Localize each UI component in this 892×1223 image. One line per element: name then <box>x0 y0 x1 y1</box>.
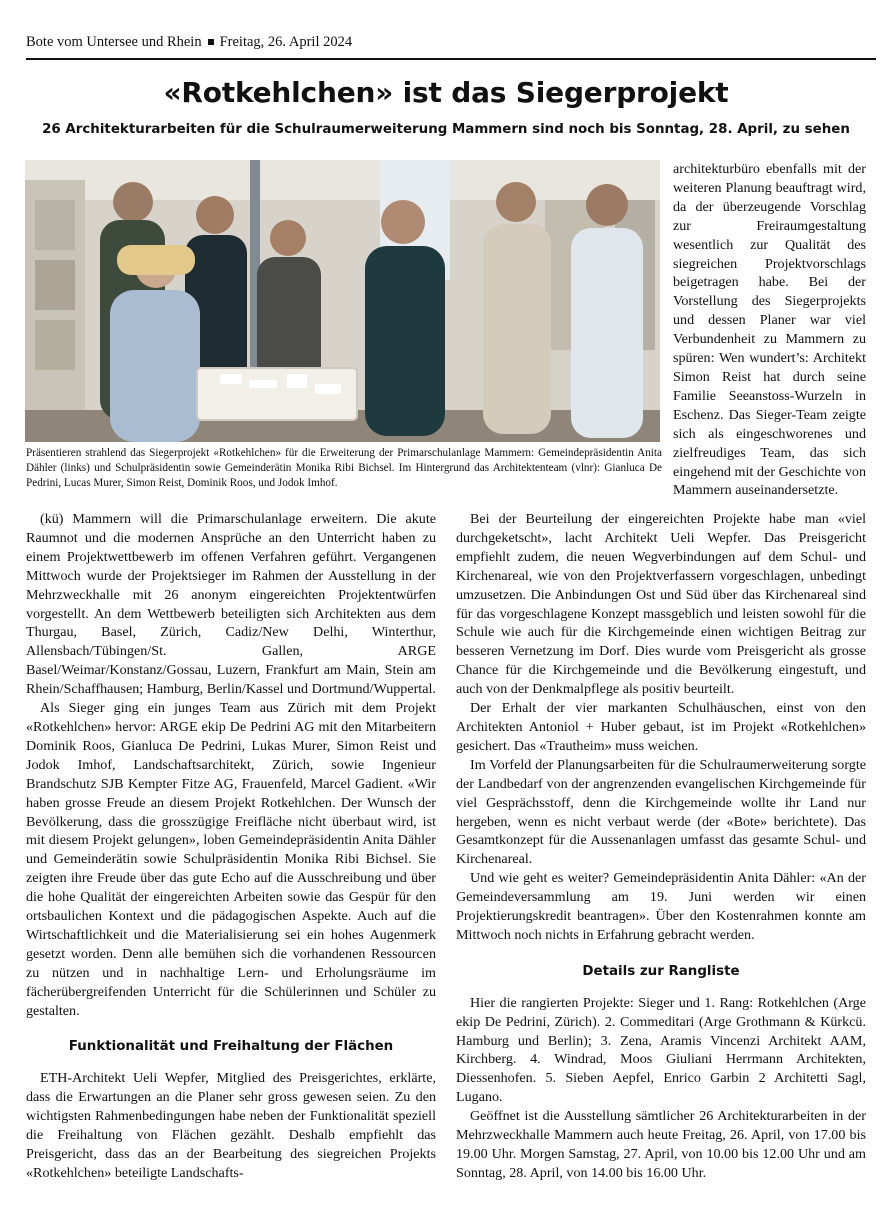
paragraph: Der Erhalt der vier markanten Schulhäuschen, einst von den Architekten Antoniol + Huber gebaut, ist im Projekt «Rotkehlchen» gesichert. Das «Trautheim» muss weichen. <box>456 700 866 754</box>
headline: «Rotkehlchen» ist das Siegerprojekt <box>163 76 729 109</box>
separator-square-icon <box>208 39 214 45</box>
section-heading: Details zur Rangliste <box>582 963 740 979</box>
paragraph: Im Vorfeld der Planungsarbeiten für die Schulraumerweiterung sorgte der Landbedarf von der angrenzenden evangelischen Kirchgemeinde für viel Gesprächsstoff, denn die Kirchgemeinde wollte ihr Land nur hergeben, wenn es nicht verbaut werde (der «Bote» berichtete). Das Gesamtkonzept für die Aussenanlagen umfasst das gesamte Schul- und Kirchenareal. <box>456 756 866 868</box>
paragraph: Bei der Beurteilung der eingereichten Projekte habe man «viel durchgeketscht», lacht Architekt Ueli Wepfer. Das Preisgericht empfiehlt zudem, die neuen Wegverbindungen auf dem Schul- und Kirchenareal, wie von den Projektverfassern vorgeschlagen, unbedingt umzusetzen. Die Anbindungen Ost und Süd über das Kirchenareal sind für das vorgeschlagene Konzept massgeblich und leisten sowohl für die Schule wie auch für die Kirchgemeinde einen wichtigen Beitrag zur besseren Vernetzung im Dorf. Dies wurde vom Preisgericht als grosse Chance für die Kirchgemeinde und die Bevölkerung eingestuft, und auch von der Denkmalpflege als positiv beurteilt. <box>456 511 866 698</box>
left-column <box>26 510 436 1183</box>
paragraph: Und wie geht es weiter? Gemeindepräsidentin Anita Dähler: «An der Gemeindeversammlung am 19. Juni werden wir einen Projektierungskredit beantragen». Über den Kostenrahmen konnte am Mittwoch noch nichts in Erfahrung gebracht werden. <box>456 870 866 943</box>
photo-caption: Präsentieren strahlend das Siegerprojekt «Rotkehlchen» für die Erweiterung der Primarschulanlage Mammern: Gemeindepräsidentin Anita Dähler (links) und Schulpräsidentin sowie Gemeinderätin Monika Ribi Bichsel. Im Hintergrund das Architektenteam (vlnr): Gianluca De Pedrini, Lucas Murer, Simon Reist, Dominik Roos, und Jodok Imhof. <box>26 447 662 489</box>
issue-date: Freitag, 26. April 2024 <box>219 34 353 50</box>
article-photo <box>25 160 660 442</box>
right-top-column <box>673 160 866 500</box>
paragraph: Hier die rangierten Projekte: Sieger und 1. Rang: Rotkehlchen (Arge ekip De Pedrini, Zürich). 2. Commeditari (Arge Grothmann & Kürkcü. Hamburg und Berlin); 3. Zena, Aramis Vincenzi Architekt AAM, Kirchberg. 4. Windrad, Moos Giuliani Herrmann Architekten, Diessenhofen. 5. Sieben Aepfel, Enrico Garbin 2 Architetti Sagl, Lugano. <box>456 994 866 1106</box>
paragraph: architekturbüro ebenfalls mit der weiteren Planung beauftragt wird, da der überzeugende Vorschlag zur Freiraumgestaltung wesentlich zur Qualität des siegreichen Projektvorschlags beigetragen habe. Bei der Vorstellung des Siegerprojekts und dessen Planer war viel Verbundenheit zu Mammern zu spüren: Wen wundert’s: Architekt Simon Reist hat durch seine Familie Seeanstoss-Wurzeln in Eschenz. Das Sieger-Team zeigte sich als eingeschworenes und zielfreudiges Team, das sich eingehend mit der Geschichte von Mammern auseinandersetzte. <box>673 161 866 499</box>
paragraph: Geöffnet ist die Ausstellung sämtlicher 26 Architekturarbeiten in der Mehrzweckhalle Mammern auch heute Freitag, 26. April, von 17.00 bis 19.00 Uhr. Morgen Samstag, 27. April, von 10.00 bis 12.00 Uhr und am Sonntag, 28. April, von 14.00 bis 16.00 Uhr. <box>456 1108 866 1181</box>
paragraph: Als Sieger ging ein junges Team aus Zürich mit dem Projekt «Rotkehlchen» hervor: ARGE ekip De Pedrini AG mit den Mitarbeitern Dominik Roos, Gianluca De Pedrini, Lukas Murer, Simon Reist und Jodok Imhof, Landschaftsarchitekt, Zürich, sowie Ingenieur Brandschutz SJB Kempter Fitze AG, Frauenfeld, Marcel Gadient. «Wir haben grosse Freude an diesem Projekt Rotkehlchen. Der Wunsch der Bevölkerung, dass die grosszügige Freifläche nicht überbaut wird, ist mit diesem Projekt gelungen», loben Gemeindepräsidentin Anita Dähler und Gemeinderätin sowie Schulpräsidentin Monika Ribi Bichsel. Sie zeigten ihre Freude über das gute Echo auf die Ausschreibung und über die hohe Qualität der eingereichten Arbeiten sowie das Gespür für den ortsbaulichen Kontext und die pädagogischen Aspekte. Auch auf die Wirtschaftlichkeit und die Materialisierung sei ein hohes Augenmerk gesetzt worden. Denn alle bemühen sich die vorhandenen Ressourcen zu nützen und in nachhaltige Lern- und Erholungsräume im fächerübergreifenden Unterricht für die Schülerinnen und Schüler zu gestalten. <box>26 700 436 1019</box>
masthead <box>26 34 876 51</box>
header-rule <box>26 58 876 60</box>
section-heading: Funktionalität und Freihaltung der Flächen <box>68 1039 394 1055</box>
subheadline: 26 Architekturarbeiten für die Schulraumerweiterung Mammern sind noch bis Sonntag, 28. April, zu sehen <box>42 122 850 137</box>
right-column <box>456 510 866 1183</box>
paper-name: Bote vom Untersee und Rhein <box>26 34 202 50</box>
paragraph: ETH-Architekt Ueli Wepfer, Mitglied des Preisgerichtes, erklärte, dass die Erwartungen an die Planer sehr gross gewesen seien. Zu den wichtigsten Rahmenbedingungen habe neben der Funktionalität speziell die Freihaltung von Flächen gezählt. Deshalb empfiehlt das Preisgericht, dass das an der Bearbeitung des siegreichen Projekts «Rotkehlchen» beteiligte Landschafts- <box>26 1070 436 1181</box>
paragraph: (kü) Mammern will die Primarschulanlage erweitern. Die akute Raumnot und die modernen Ansprüche an den Unterricht haben zu einem Projektwettbewerb im offenen Verfahren geführt. Vergangenen Mittwoch wurde der Projektsieger im Rahmen der Ausstellung in der Mehrzweckhalle mit 26 anonym eingereichten Projektentwürfen vorgestellt. An dem Wettbewerb beteiligten sich Architekten aus dem Thurgau, Basel, Zürich, Cadiz/New Delhi, Winterthur, Allensbach/Tübingen/St. Gallen, ARGE Basel/Weimar/Konstanz/Gossau, Luzern, Frankfurt am Main, Stein am Rhein/Schaffhausen; Hamburg, Berlin/Kassel und Dortmund/Wuppertal. <box>26 511 436 698</box>
